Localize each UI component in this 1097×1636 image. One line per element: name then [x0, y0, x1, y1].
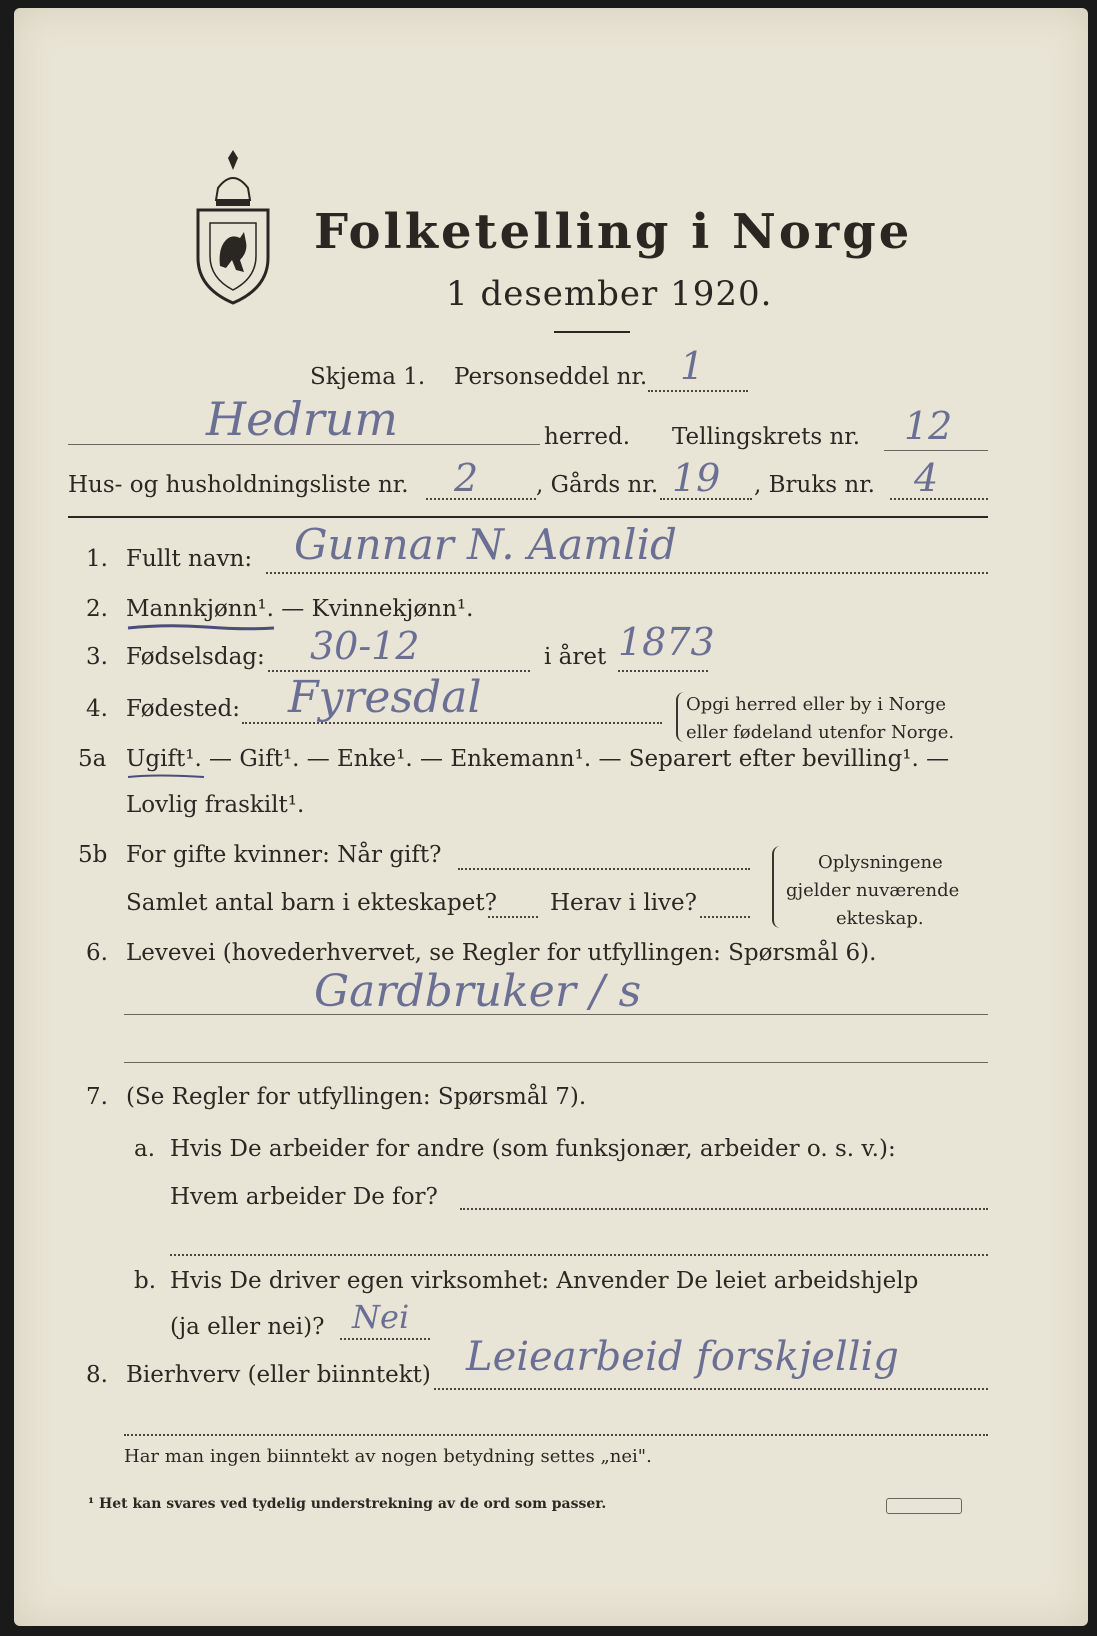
census-form-sheet [14, 8, 1088, 1626]
children-alive-label: Herav i live? [550, 890, 697, 916]
gards-value[interactable]: 19 [672, 456, 721, 500]
birthplace-note-line2: eller fødeland utenfor Norge. [686, 722, 955, 743]
birthplace-label: Fødested: [126, 696, 241, 722]
employer-line1 [460, 1208, 988, 1210]
married-when-label: For gifte kvinner: Når gift? [126, 842, 442, 868]
marriage-note-line2: gjelder nuværende [786, 880, 960, 901]
tellingskrets-line [884, 450, 988, 451]
children-total-label: Samlet antal barn i ekteskapet? [126, 890, 497, 916]
marital-options-line2[interactable]: Lovlig fraskilt¹. [126, 792, 305, 818]
q5b-number: 5b [78, 842, 108, 868]
birthyear-line [618, 670, 708, 672]
marriage-note-brace [772, 846, 780, 928]
marital-options-line1[interactable]: Ugift¹. — Gift¹. — Enke¹. — Enkemann¹. — Separert efter bevilling¹. — [126, 746, 950, 772]
tellingskrets-label: Tellingskrets nr. [672, 424, 861, 450]
birthyear-value[interactable]: 1873 [618, 620, 715, 664]
q7a-number: a. [134, 1136, 156, 1162]
q8-number: 8. [86, 1362, 108, 1388]
herred-label: herred. [544, 424, 631, 450]
children-alive-line [700, 916, 750, 918]
form-title: Folketelling i Norge [314, 204, 913, 260]
herred-value[interactable]: Hedrum [206, 392, 399, 446]
birthdate-label: Fødselsdag: [126, 644, 265, 670]
full-name-line [266, 572, 988, 574]
q7b-number: b. [134, 1268, 157, 1294]
gender-options[interactable]: Mannkjønn¹. — Kvinnekjønn¹. [126, 596, 474, 622]
hired-help-line [340, 1338, 430, 1340]
married-when-line [458, 868, 750, 870]
q6-number: 6. [86, 940, 108, 966]
birthplace-note-brace [676, 692, 684, 742]
q7a-line1: Hvis De arbeider for andre (som funksjonær, arbeider o. s. v.): [170, 1136, 896, 1162]
full-name-value[interactable]: Gunnar N. Aamlid [294, 520, 677, 569]
printer-stamp [886, 1498, 962, 1514]
gender-underline-mark [126, 622, 276, 634]
q7-number: 7. [86, 1084, 108, 1110]
footnote: ¹ Het kan svares ved tydelig understrekning av de ord som passer. [88, 1496, 607, 1512]
occupation-line2 [124, 1062, 988, 1063]
q5a-number: 5a [78, 746, 107, 772]
q2-number: 2. [86, 596, 108, 622]
bruks-label: , Bruks nr. [754, 472, 875, 498]
q3-number: 3. [86, 644, 108, 670]
children-total-line [488, 916, 538, 918]
bruks-value[interactable]: 4 [914, 456, 939, 500]
coat-of-arms-icon [188, 148, 278, 308]
personseddel-label: Personseddel nr. [454, 364, 648, 390]
q7b-line2: (ja eller nei)? [170, 1314, 325, 1340]
tellingskrets-value[interactable]: 12 [904, 404, 953, 448]
schema-label: Skjema 1. [310, 364, 426, 390]
husliste-line [426, 498, 536, 500]
q7a-line2: Hvem arbeider De for? [170, 1184, 438, 1210]
birthyear-label: i året [544, 644, 607, 670]
q7-label: (Se Regler for utfyllingen: Spørsmål 7). [126, 1084, 587, 1110]
bruks-line [890, 498, 988, 500]
hired-help-value[interactable]: Nei [352, 1298, 410, 1336]
marriage-note-line3: ekteskap. [836, 908, 924, 929]
census-date: 1 desember 1920. [446, 274, 773, 314]
personseddel-line [648, 390, 748, 392]
birthplace-note-line1: Opgi herred eller by i Norge [686, 694, 947, 715]
husliste-label: Hus- og husholdningsliste nr. [68, 472, 409, 498]
side-income-line2 [124, 1434, 988, 1436]
occupation-label: Levevei (hovederhvervet, se Regler for utfyllingen: Spørsmål 6). [126, 940, 877, 966]
full-name-label: Fullt navn: [126, 546, 253, 572]
marital-underline-mark [126, 772, 206, 782]
side-income-value[interactable]: Leiearbeid forskjellig [466, 1334, 899, 1380]
title-divider [554, 331, 630, 333]
q4-number: 4. [86, 696, 108, 722]
birthplace-value[interactable]: Fyresdal [288, 672, 482, 723]
no-income-note: Har man ingen biinntekt av nogen betydning settes „nei". [124, 1446, 652, 1467]
employer-line2 [170, 1254, 988, 1256]
gards-label: , Gårds nr. [536, 472, 659, 498]
side-income-label: Bierhverv (eller biinntekt) [126, 1362, 431, 1388]
side-income-line1 [434, 1388, 988, 1390]
q7b-line1: Hvis De driver egen virksomhet: Anvender De leiet arbeidshjelp [170, 1268, 919, 1294]
husliste-value[interactable]: 2 [454, 456, 479, 500]
occupation-value[interactable]: Gardbruker / s [314, 966, 642, 1017]
q1-number: 1. [86, 546, 108, 572]
marriage-note-line1: Oplysningene [818, 852, 943, 873]
birthdate-value[interactable]: 30-12 [310, 624, 420, 668]
personseddel-value[interactable]: 1 [680, 344, 705, 388]
header-divider [68, 516, 988, 518]
